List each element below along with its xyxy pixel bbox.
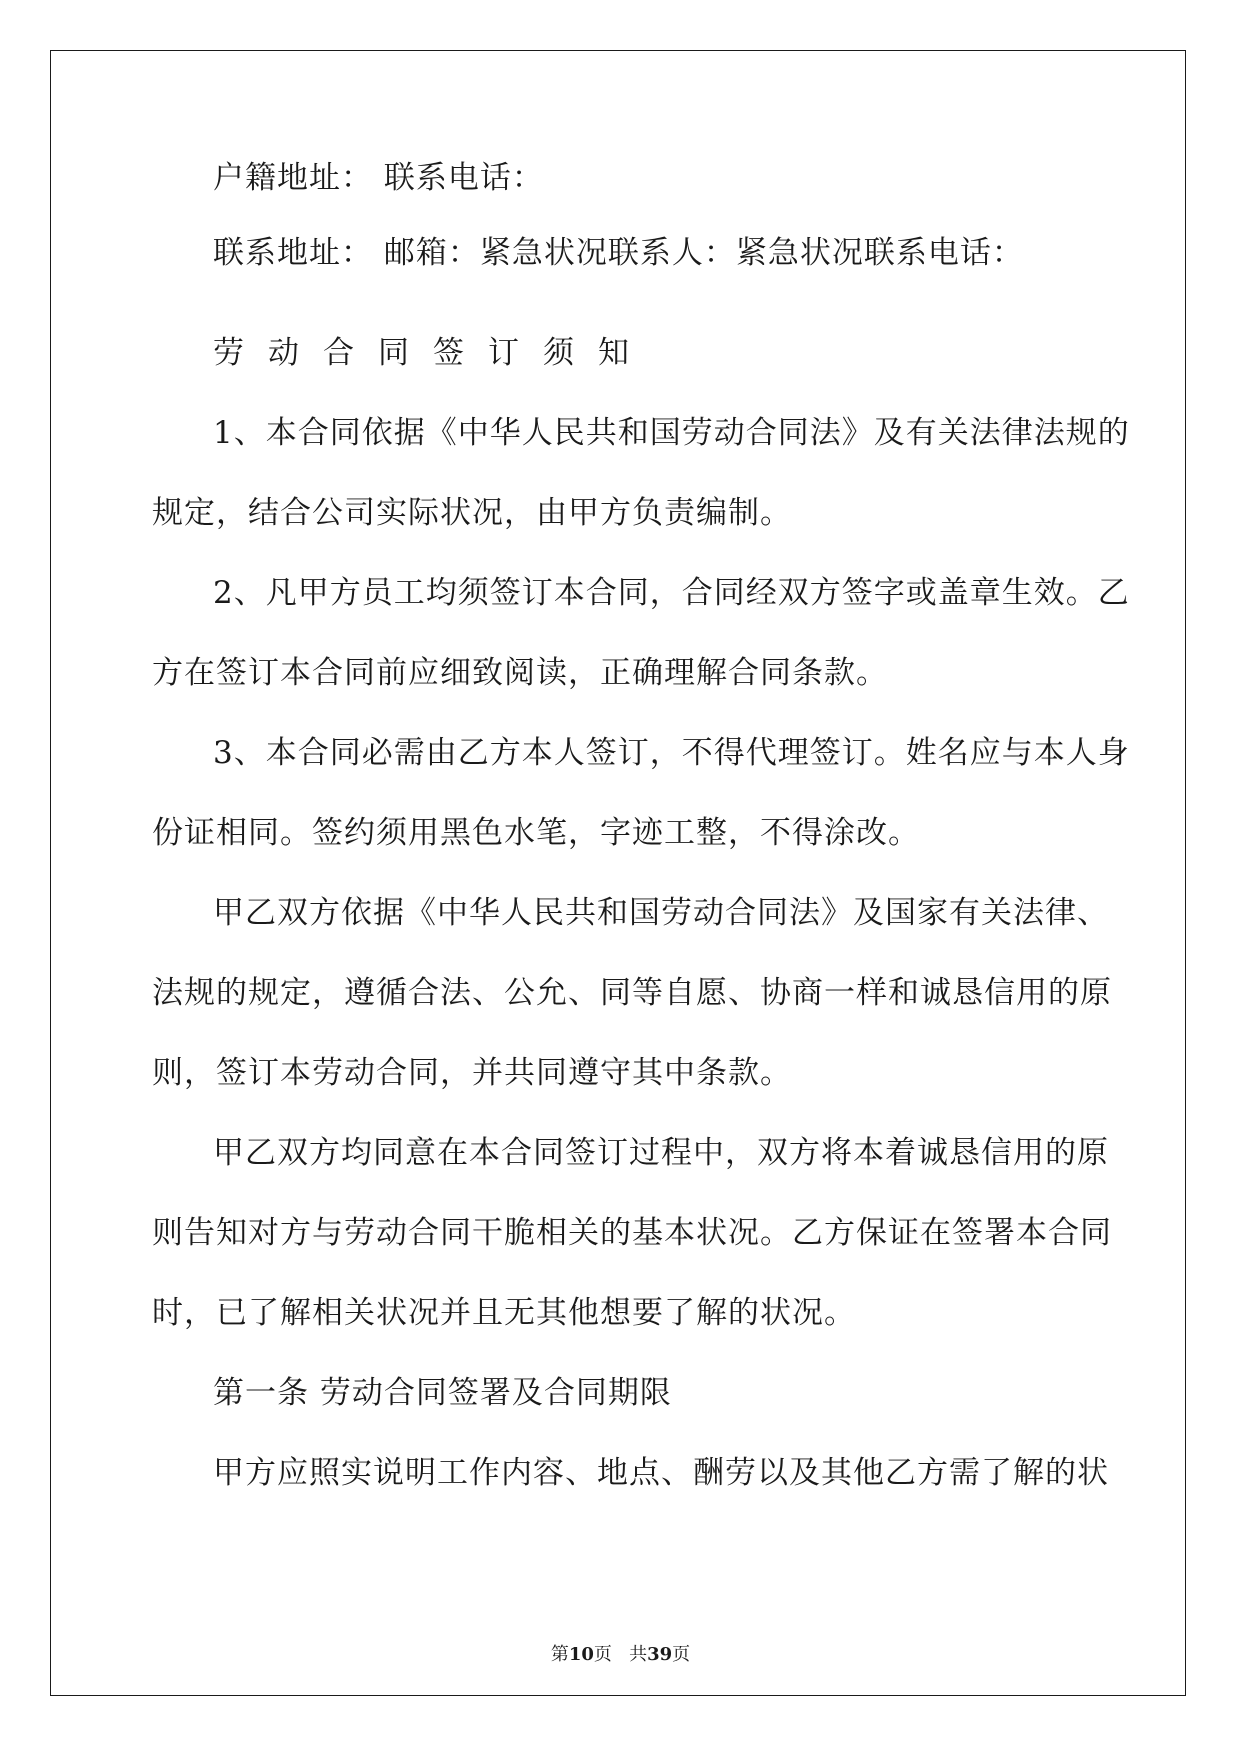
section-heading-signing-notice: 劳动合同签订须知 bbox=[213, 335, 653, 371]
article-heading-first: 第一条 劳动合同签署及合同期限 bbox=[213, 1375, 672, 1411]
footer-total-pages: 39 bbox=[647, 1644, 673, 1665]
text-line-2: 规定，结合公司实际状况，由甲方负责编制。 bbox=[152, 495, 792, 531]
text-line-9: 则，签订本劳动合同，并共同遵守其中条款。 bbox=[152, 1055, 792, 1091]
footer-prefix: 第 bbox=[550, 1644, 569, 1665]
text-line-13: 甲方应照实说明工作内容、地点、酬劳以及其他乙方需了解的状 bbox=[213, 1455, 1109, 1491]
text-line-6: 份证相同。签约须用黑色水笔，字迹工整，不得涂改。 bbox=[152, 815, 920, 851]
text-line-contact-address: 联系地址： 邮箱：紧急状况联系人：紧急状况联系电话： bbox=[213, 235, 1024, 271]
text-line-12: 时，已了解相关状况并且无其他想要了解的状况。 bbox=[152, 1295, 856, 1331]
footer-suffix: 页 bbox=[672, 1644, 691, 1665]
text-line-1: 1、本合同依据《中华人民共和国劳动合同法》及有关法律法规的 bbox=[213, 415, 1130, 451]
text-line-11: 则告知对方与劳动合同干脆相关的基本状况。乙方保证在签署本合同 bbox=[152, 1215, 1112, 1251]
text-line-10: 甲乙双方均同意在本合同签订过程中，双方将本着诚恳信用的原 bbox=[213, 1135, 1109, 1171]
page-border bbox=[50, 50, 1186, 1696]
text-line-household-address: 户籍地址： 联系电话： bbox=[213, 160, 544, 196]
text-line-5: 3、本合同必需由乙方本人签订，不得代理签订。姓名应与本人身 bbox=[213, 735, 1130, 771]
footer-middle: 页 共 bbox=[593, 1644, 648, 1665]
footer-page-number: 10 bbox=[568, 1644, 594, 1665]
page-footer bbox=[0, 1640, 1241, 1666]
text-line-4: 方在签订本合同前应细致阅读，正确理解合同条款。 bbox=[152, 655, 888, 691]
text-line-8: 法规的规定，遵循合法、公允、同等自愿、协商一样和诚恳信用的原 bbox=[152, 975, 1112, 1011]
text-line-7: 甲乙双方依据《中华人民共和国劳动合同法》及国家有关法律、 bbox=[213, 895, 1109, 931]
text-line-3: 2、凡甲方员工均须签订本合同，合同经双方签字或盖章生效。乙 bbox=[213, 575, 1130, 611]
